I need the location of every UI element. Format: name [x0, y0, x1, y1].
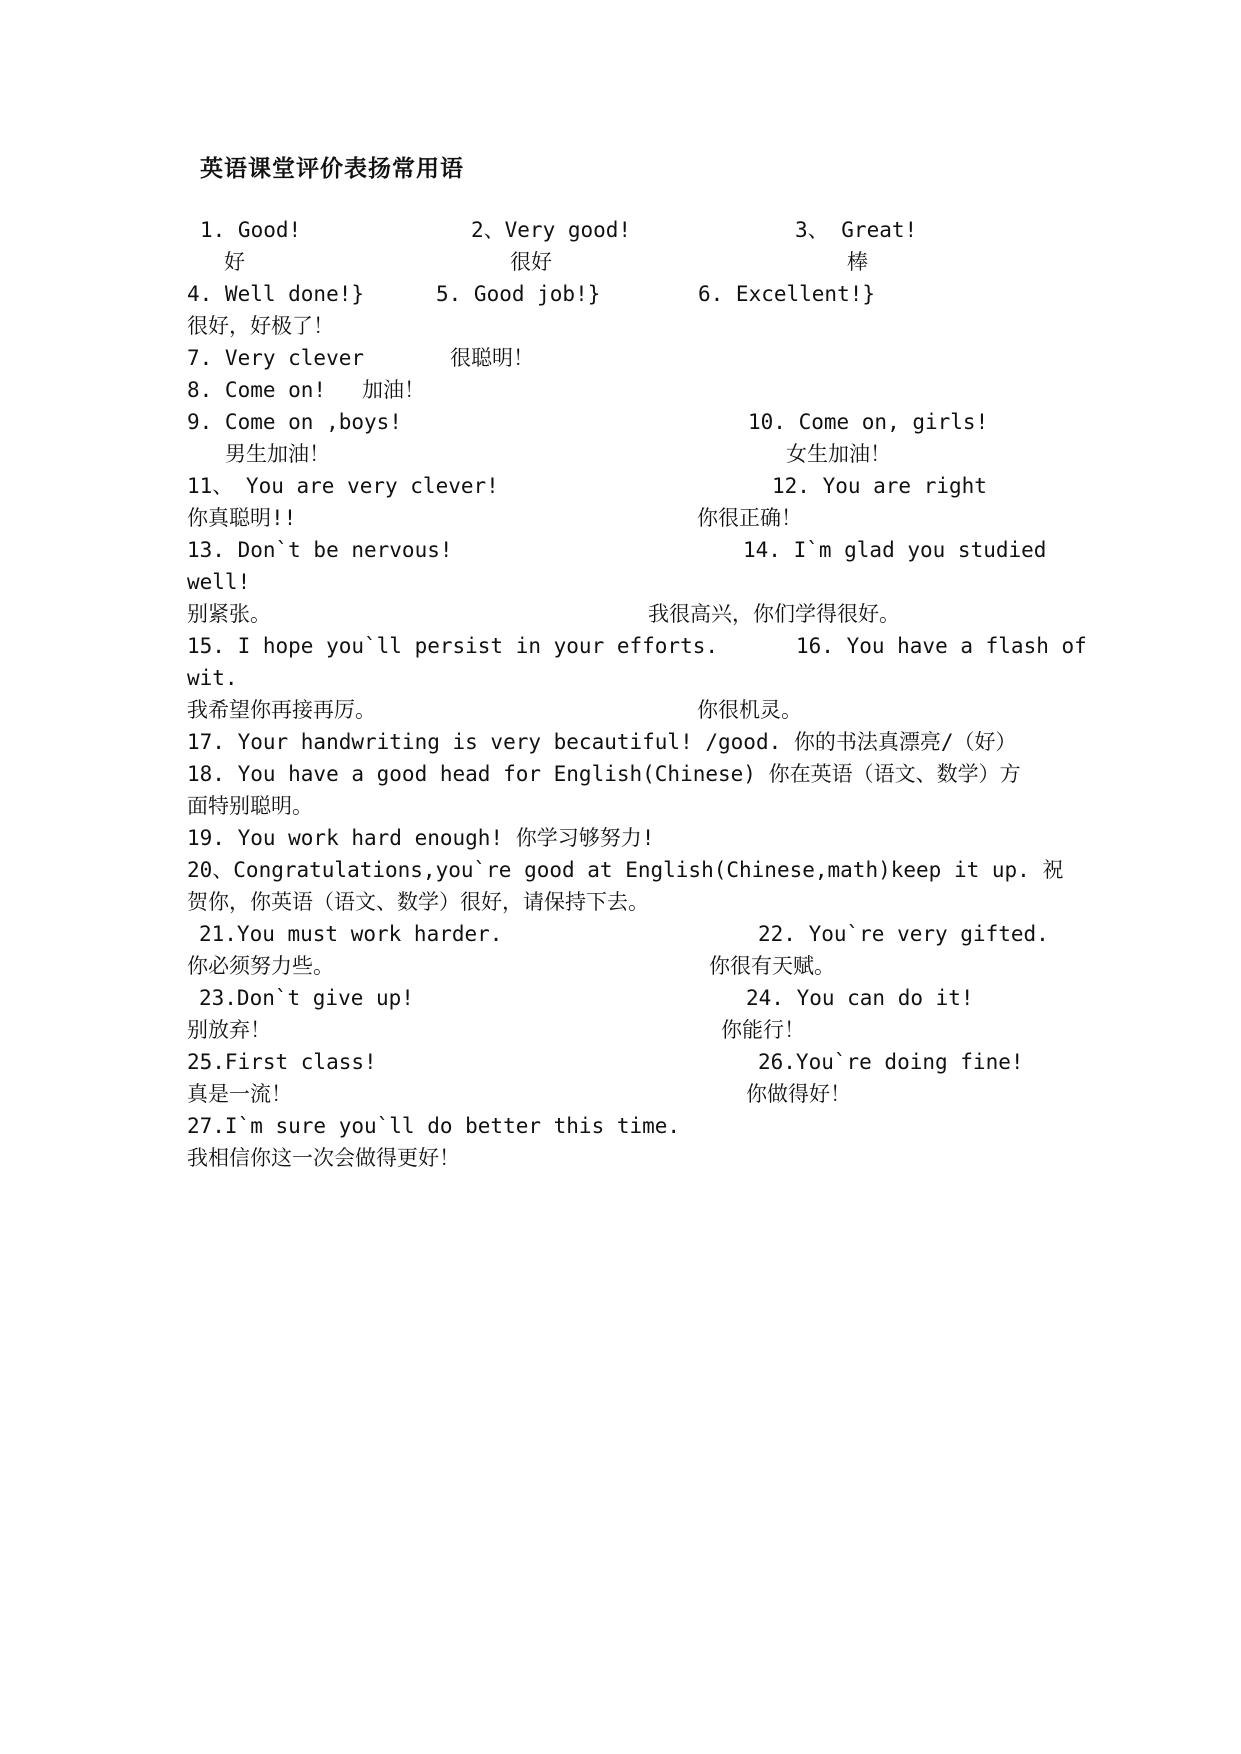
phrase-en-10: 10. Come on, girls!	[748, 410, 989, 434]
phrase-en-16-wrap: wit.	[187, 666, 238, 690]
phrase-cn-27: 我相信你这一次会做得更好！	[187, 1146, 460, 1170]
phrase-en-14-wrap: well!	[187, 570, 251, 594]
phrase-en-2: 2、Very good!	[471, 218, 632, 242]
phrase-en-15: 15. I hope you`ll persist in your efforts.	[187, 634, 719, 658]
phrase-cn-7: 很聪明！	[450, 346, 534, 370]
phrase-en-7: 7. Very clever	[187, 346, 365, 370]
phrase-en-3: 3、 Great!	[795, 218, 918, 242]
phrase-18: 18. You have a good head for English(Chinese) 你在英语（语文、数学）方	[187, 762, 1021, 786]
phrase-20-wrap: 贺你，你英语（语文、数学）很好，请保持下去。	[187, 890, 649, 914]
phrase-cn-12: 你很正确！	[697, 506, 802, 530]
phrase-cn-4-6: 很好，好极了！	[187, 314, 334, 338]
phrase-cn-2: 很好	[510, 250, 552, 274]
phrase-en-12: 12. You are right	[772, 474, 987, 498]
phrase-cn-3: 棒	[847, 250, 868, 274]
phrase-en-13: 13. Don`t be nervous!	[187, 538, 453, 562]
phrase-cn-23: 别放弃！	[187, 1018, 271, 1042]
phrase-cn-9: 男生加油！	[225, 442, 330, 466]
phrase-en-9: 9. Come on ,boys!	[187, 410, 402, 434]
phrase-17: 17. Your handwriting is very becautiful! /good. 你的书法真漂亮/（好）	[187, 730, 1017, 754]
phrase-en-16: 16. You have a flash of	[796, 634, 1087, 658]
phrase-en-27: 27.I`m sure you`ll do better this time.	[187, 1114, 681, 1138]
phrase-cn-11: 你真聪明!!	[187, 506, 297, 530]
phrase-20: 20、Congratulations,you`re good at English(Chinese,math)keep it up. 祝	[187, 858, 1064, 882]
phrase-en-14: 14. I`m glad you studied	[743, 538, 1047, 562]
phrase-en-21: 21.You must work harder.	[199, 922, 503, 946]
phrase-18-wrap: 面特别聪明。	[187, 794, 313, 818]
phrase-cn-13: 别紧张。	[187, 602, 271, 626]
phrase-en-25: 25.First class!	[187, 1050, 377, 1074]
phrase-cn-14: 我很高兴，你们学得很好。	[648, 602, 900, 626]
phrase-en-26: 26.You`re doing fine!	[758, 1050, 1024, 1074]
phrase-cn-25: 真是一流！	[187, 1082, 292, 1106]
phrase-cn-26: 你做得好！	[746, 1082, 851, 1106]
phrase-cn-21: 你必须努力些。	[187, 954, 334, 978]
phrase-cn-16: 你很机灵。	[697, 698, 802, 722]
phrase-cn-1: 好	[224, 250, 245, 274]
phrase-en-8: 8. Come on!	[187, 378, 327, 402]
phrase-en-6: 6. Excellent!}	[698, 282, 876, 306]
phrase-en-24: 24. You can do it!	[746, 986, 974, 1010]
phrase-cn-15: 我希望你再接再厉。	[187, 698, 376, 722]
phrase-en-22: 22. You`re very gifted.	[758, 922, 1049, 946]
phrase-en-5: 5. Good job!}	[436, 282, 601, 306]
phrase-cn-8: 加油！	[362, 378, 425, 402]
phrase-en-4: 4. Well done!}	[187, 282, 365, 306]
phrase-19: 19. You work hard enough! 你学习够努力!	[187, 826, 655, 850]
phrase-cn-24: 你能行！	[721, 1018, 805, 1042]
page-title: 英语课堂评价表扬常用语	[200, 156, 464, 182]
phrase-cn-22: 你很有天赋。	[709, 954, 835, 978]
phrase-en-23: 23.Don`t give up!	[199, 986, 414, 1010]
phrase-en-11: 11、 You are very clever!	[187, 474, 499, 498]
phrase-en-1: 1. Good!	[200, 218, 302, 242]
phrase-cn-10: 女生加油！	[786, 442, 891, 466]
